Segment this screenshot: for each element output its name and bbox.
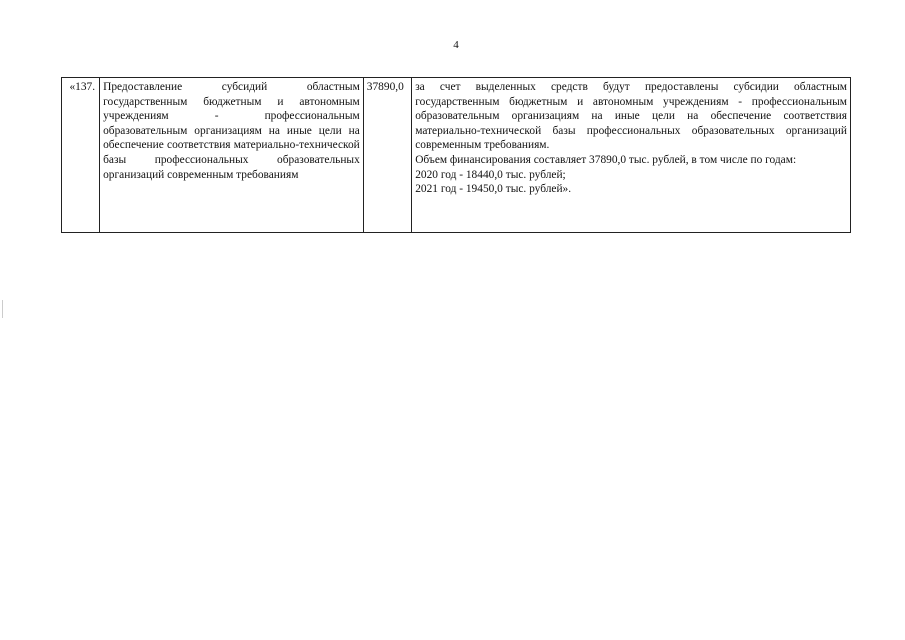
measure-name: Предоставление субсидий областным государственным бюджетным и автономным учреждениям - профессиональным образовательным организациям на иные цели на обеспечение соответствия материально-технической базы профессиональных образовательных организаций современным требованиям [103, 81, 360, 181]
description-paragraph: за счет выделенных средств будут предоставлены субсидии областным государственным бюджетным и автономным учреждениям - профессиональным образовательным организациям на иные цели на обеспечение соответствия материально-технической базы профессиональных образовательных организаций современным требованиям. [415, 81, 847, 152]
page-number: 4 [453, 39, 459, 51]
funding-year-2021: 2021 год - 19450,0 тыс. рублей». [415, 183, 572, 196]
scan-margin-mark [2, 300, 3, 318]
table-row [62, 78, 851, 233]
funding-year-2020: 2020 год - 18440,0 тыс. рублей; [415, 168, 566, 181]
row-number-cell [62, 78, 100, 233]
program-table [61, 77, 851, 233]
row-number: «137. [69, 81, 96, 93]
measure-name-cell [100, 78, 364, 233]
funding-paragraph: Объем финансирования составляет 37890,0 тыс. рублей, в том числе по годам: [415, 153, 797, 166]
description-cell [412, 78, 851, 233]
amount-cell [363, 78, 411, 233]
amount: 37890,0 [366, 81, 404, 93]
